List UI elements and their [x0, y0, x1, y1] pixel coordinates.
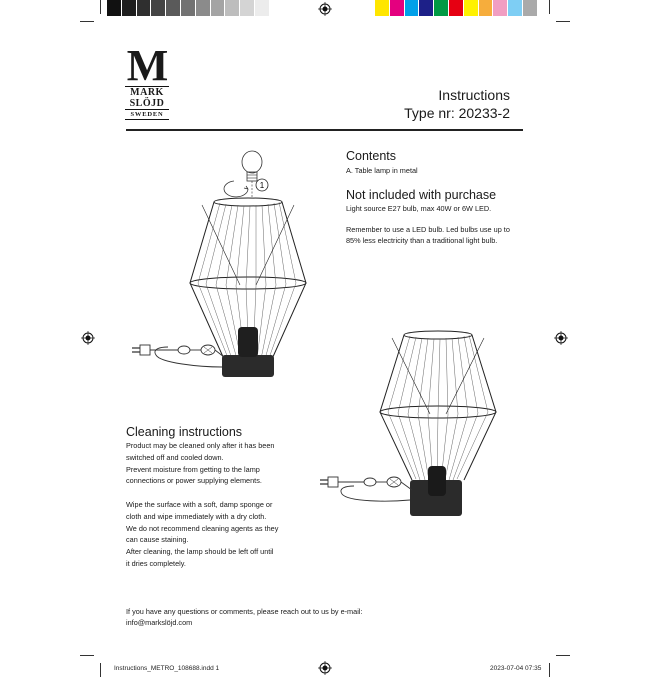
logo-line-3: SWEDEN — [125, 109, 169, 120]
gray-swatch — [151, 0, 166, 16]
document-title: Instructions — [438, 87, 510, 103]
contact-line: If you have any questions or comments, please reach out to us by e-mail: — [126, 607, 363, 616]
not-included-text: Light source E27 bulb, max 40W or 6W LED. — [346, 204, 492, 213]
cleaning-line: it dries completely. — [126, 558, 186, 568]
gray-swatch — [255, 0, 270, 16]
gray-swatch — [196, 0, 211, 16]
crop-mark-bottom-left — [100, 663, 101, 677]
cleaning-line: Product may be cleaned only after it has been — [126, 441, 275, 450]
color-swatch — [434, 0, 449, 16]
lamp-socket — [238, 327, 258, 357]
crop-mark-bottom-right — [549, 663, 550, 677]
crop-mark-top-left-h — [80, 21, 94, 22]
power-cord-icon — [320, 477, 412, 501]
logo-monogram: M — [126, 41, 168, 90]
color-swatch — [464, 0, 479, 16]
gray-swatch — [225, 0, 240, 16]
lamp-socket — [428, 466, 446, 496]
cleaning-spacer — [126, 487, 278, 499]
color-swatch — [375, 0, 390, 16]
light-bulb-icon — [224, 151, 262, 197]
color-swatch — [479, 0, 494, 16]
registration-mark-bottom-icon — [318, 661, 332, 675]
type-number: Type nr: 20233-2 — [404, 105, 510, 121]
color-swatch — [493, 0, 508, 16]
cleaning-text — [126, 440, 278, 570]
not-included-heading: Not included with purchase — [346, 188, 497, 202]
cleaning-heading: Cleaning instructions — [126, 425, 243, 439]
contact-email-link[interactable]: info@markslöjd.com — [126, 618, 193, 627]
led-note-line-2: 85% less electricity than a traditional light bulb. — [346, 236, 498, 245]
cleaning-line: After cleaning, the lamp should be left off until — [126, 547, 274, 557]
gray-swatch — [137, 0, 152, 16]
cleaning-line: We do not recommend cleaning agents as they — [126, 523, 279, 533]
registration-mark-top-icon — [318, 2, 332, 16]
file-slug: Instructions_METRO_108688.indd 1 — [114, 665, 220, 672]
color-calibration-strip — [375, 0, 538, 16]
date-slug: 2023-07-04 07:35 — [490, 665, 542, 672]
cleaning-line: can cause staining. — [126, 535, 189, 545]
step-number-text: 1 — [259, 181, 265, 190]
gray-swatch — [122, 0, 137, 16]
gray-swatch — [166, 0, 181, 16]
gray-swatch — [240, 0, 255, 16]
gray-swatch — [181, 0, 196, 16]
logo-line-2: SLÖJD — [129, 98, 165, 109]
lamp-base — [222, 355, 274, 377]
color-swatch — [523, 0, 538, 16]
crop-mark-top-right-h — [556, 21, 570, 22]
contents-item: A. Table lamp in metal — [346, 166, 418, 175]
header-divider — [126, 129, 523, 131]
registration-mark-right-icon — [554, 331, 568, 345]
crop-mark-bottom-right-h — [556, 655, 570, 656]
lamp-assembly-illustration — [120, 145, 320, 380]
logo-line-1: MARK — [125, 86, 169, 98]
power-cord-icon — [132, 345, 224, 367]
color-swatch — [390, 0, 405, 16]
gray-calibration-strip — [107, 0, 270, 16]
cleaning-line: cloth and wipe immediately with a dry cloth. — [126, 511, 267, 521]
gray-swatch — [107, 0, 122, 16]
led-note-line-1: Remember to use a LED bulb. Led bulbs use up to — [346, 225, 510, 234]
cleaning-line: connections or power supplying elements. — [126, 476, 262, 486]
cleaning-line: Wipe the surface with a soft, damp sponge or — [126, 499, 273, 509]
color-swatch — [508, 0, 523, 16]
cleaning-line: Prevent moisture from getting to the lamp — [126, 464, 260, 474]
crop-mark-bottom-left-h — [80, 655, 94, 656]
brand-logo — [125, 41, 169, 120]
crop-mark-top-left — [100, 0, 101, 14]
lamp-shade-wire-icon — [380, 331, 496, 481]
crop-mark-top-right — [549, 0, 550, 14]
gray-swatch — [211, 0, 226, 16]
color-swatch — [405, 0, 420, 16]
registration-mark-left-icon — [81, 331, 95, 345]
cleaning-line: switched off and cooled down. — [126, 452, 224, 462]
lamp-assembled-illustration — [318, 330, 508, 530]
color-swatch — [449, 0, 464, 16]
color-swatch — [419, 0, 434, 16]
contents-heading: Contents — [346, 149, 397, 163]
